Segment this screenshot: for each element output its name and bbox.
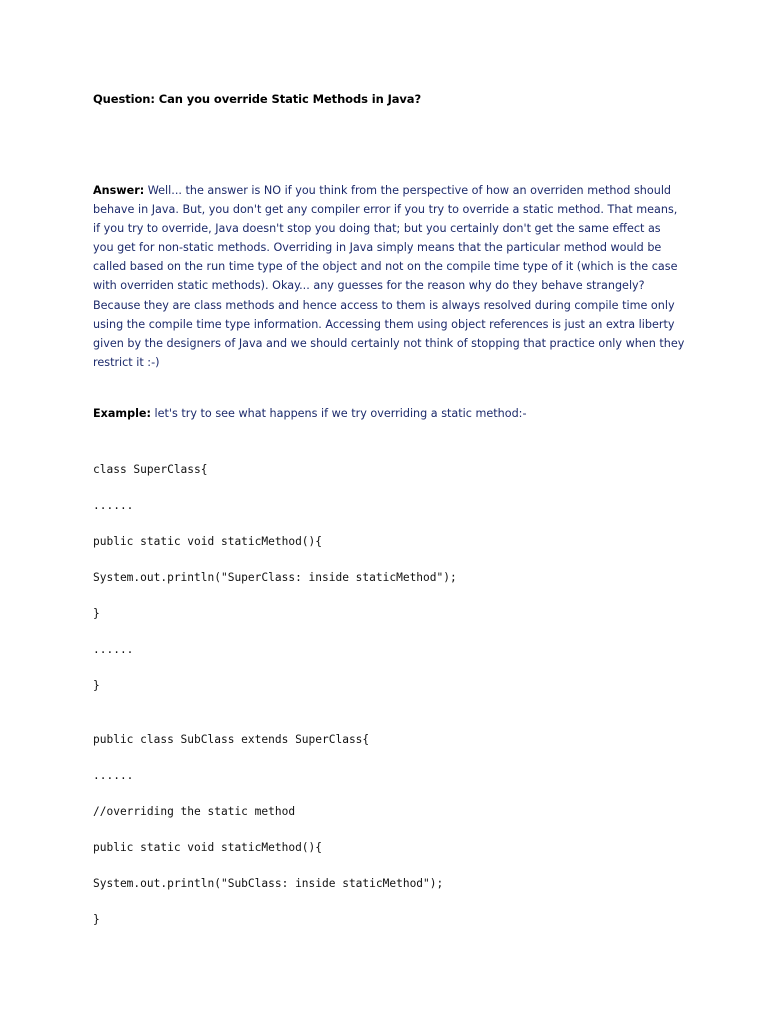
answer-text: Well... the answer is NO if you think from the perspective of how an overriden method should <box>144 184 672 197</box>
answer-line-6: with overriden static methods). Okay... any guesses for the reason why do they behave strangely? <box>93 279 645 293</box>
code-line: public class SubClass extends SuperClass{ <box>93 733 370 746</box>
code-line: ...... <box>93 643 134 656</box>
example-paragraph <box>93 407 693 420</box>
answer-line-8: using the compile time type information. Accessing them using object references is just an extra liberty <box>93 317 675 331</box>
answer-line-3: if you try to override, Java doesn't stop you doing that; but you certainly don't get the same effect as <box>93 222 661 236</box>
example-label: Example: <box>93 407 151 420</box>
example-text: let's try to see what happens if we try overriding a static method:- <box>150 407 527 420</box>
answer-line-7: Because they are class methods and hence access to them is always resolved during compile time only <box>93 298 675 312</box>
code-gap <box>93 713 457 731</box>
answer-line-1 <box>93 181 693 200</box>
code-line: //overriding the static method <box>93 805 296 818</box>
code-line: } <box>93 913 100 926</box>
answer-line-5: called based on the run time type of the object and not on the compile time type of it (which is the case <box>93 260 678 274</box>
code-line: } <box>93 679 100 692</box>
question-heading: Question: Can you override Static Methods in Java? <box>93 92 422 106</box>
answer-line-10: restrict it :-) <box>93 355 160 369</box>
answer-label: Answer: <box>93 184 145 197</box>
code-line: public static void staticMethod(){ <box>93 841 323 854</box>
code-line: } <box>93 607 100 620</box>
code-line: ...... <box>93 769 134 782</box>
answer-line-4: you get for non-static methods. Overriding in Java simply means that the particular method would be <box>93 241 662 255</box>
answer-paragraph <box>93 181 693 372</box>
code-line: System.out.println("SuperClass: inside staticMethod"); <box>93 571 457 584</box>
answer-line-2: behave in Java. But, you don't get any compiler error if you try to override a static method. That means, <box>93 203 678 217</box>
code-line: class SuperClass{ <box>93 463 208 476</box>
answer-line-9: given by the designers of Java and we should certainly not think of stopping that practice only when they <box>93 336 685 350</box>
code-line: public static void staticMethod(){ <box>93 535 323 548</box>
code-line: ...... <box>93 499 134 512</box>
code-listing <box>93 461 457 947</box>
code-line: System.out.println("SubClass: inside staticMethod"); <box>93 877 444 890</box>
